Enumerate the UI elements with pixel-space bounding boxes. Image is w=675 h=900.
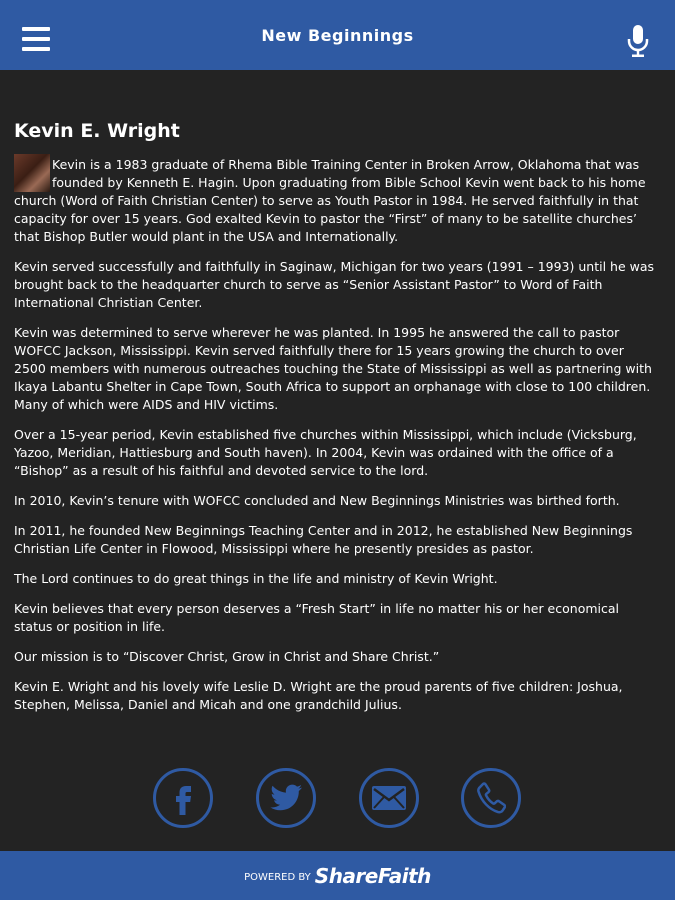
phone-icon — [476, 782, 506, 814]
paragraph-10: Kevin E. Wright and his lovely wife Leslie D. Wright are the proud parents of five children: Joshua, Stephen, Melissa, Daniel and Micah and one grandchild Julius. — [14, 679, 623, 712]
paragraph-8: Kevin believes that every person deserves a “Fresh Start” in life no matter his or her economical status or position in life. — [14, 601, 619, 634]
app-header — [0, 0, 675, 70]
hamburger-icon-line — [22, 47, 50, 51]
page-title: Kevin E. Wright — [14, 120, 180, 142]
page-header-title: New Beginnings — [261, 25, 414, 45]
paragraph-text: Kevin is a 1983 graduate of Rhema Bible Training Center in Broken Arrow, Oklahoma that was founded by Kenneth E. Hagin. Upon graduating from Bible School Kevin went back to his home church (Word of Faith Christian Center) to serve as Youth Pastor in 1984. He served faithfully in that capacity for over 15 years. God exalted Kevin to pastor the “First” of many to be satellite churches’ that Bishop Butler would plant in the USA and Internationally. — [14, 157, 646, 244]
social-links — [0, 768, 675, 830]
microphone-button[interactable] — [625, 24, 651, 58]
hamburger-icon-line — [22, 37, 50, 41]
powered-by-label: POWERED BY — [244, 872, 311, 883]
microphone-icon — [625, 24, 651, 58]
email-button[interactable] — [359, 768, 419, 828]
hamburger-menu-button[interactable] — [22, 27, 50, 51]
hamburger-icon-line — [22, 27, 50, 31]
paragraph-6: In 2011, he founded New Beginnings Teaching Center and in 2012, he established New Beginnings Christian Life Center in Flowood, Mississippi where he presently presides as pastor. — [14, 523, 633, 556]
facebook-icon — [168, 781, 198, 815]
paragraph-9: Our mission is to “Discover Christ, Grow in Christ and Share Christ.” — [14, 649, 440, 664]
paragraph-7: The Lord continues to do great things in the life and ministry of Kevin Wright. — [14, 571, 498, 586]
paragraph-4: Over a 15-year period, Kevin established five churches within Mississippi, which include (Vicksburg, Yazoo, Meridian, Hattiesburg and South haven). In 2004, Kevin was ordained with the office of a “Bishop” as a result of his faithful and devoted service to the lord. — [14, 427, 637, 478]
article-content — [14, 120, 659, 726]
phone-button[interactable] — [461, 768, 521, 828]
paragraph-5: In 2010, Kevin’s tenure with WOFCC concluded and New Beginnings Ministries was birthed forth. — [14, 493, 620, 508]
twitter-button[interactable] — [256, 768, 316, 828]
twitter-icon — [268, 783, 304, 813]
facebook-button[interactable] — [153, 768, 213, 828]
paragraph-3: Kevin was determined to serve wherever he was planted. In 1995 he answered the call to pastor WOFCC Jackson, Mississippi. Kevin served faithfully there for 15 years growing the church to over 2500 members with numerous outreaches touching the State of Mississippi as well as partnering with Ikaya Labantu Shelter in Cape Town, South Africa to support an orphanage with close to 100 children. Many of which were AIDS and HIV victims. — [14, 325, 652, 412]
email-icon — [371, 784, 407, 812]
sharefaith-logo[interactable]: ShareFaith — [314, 863, 431, 888]
footer-bar — [0, 851, 675, 900]
paragraph-2: Kevin served successfully and faithfully in Saginaw, Michigan for two years (1991 – 1993) until he was brought back to the headquarter church to serve as “Senior Assistant Pastor” to Word of Faith International Christian Center. — [14, 259, 655, 310]
avatar — [14, 154, 50, 192]
paragraph-1 — [14, 156, 659, 246]
